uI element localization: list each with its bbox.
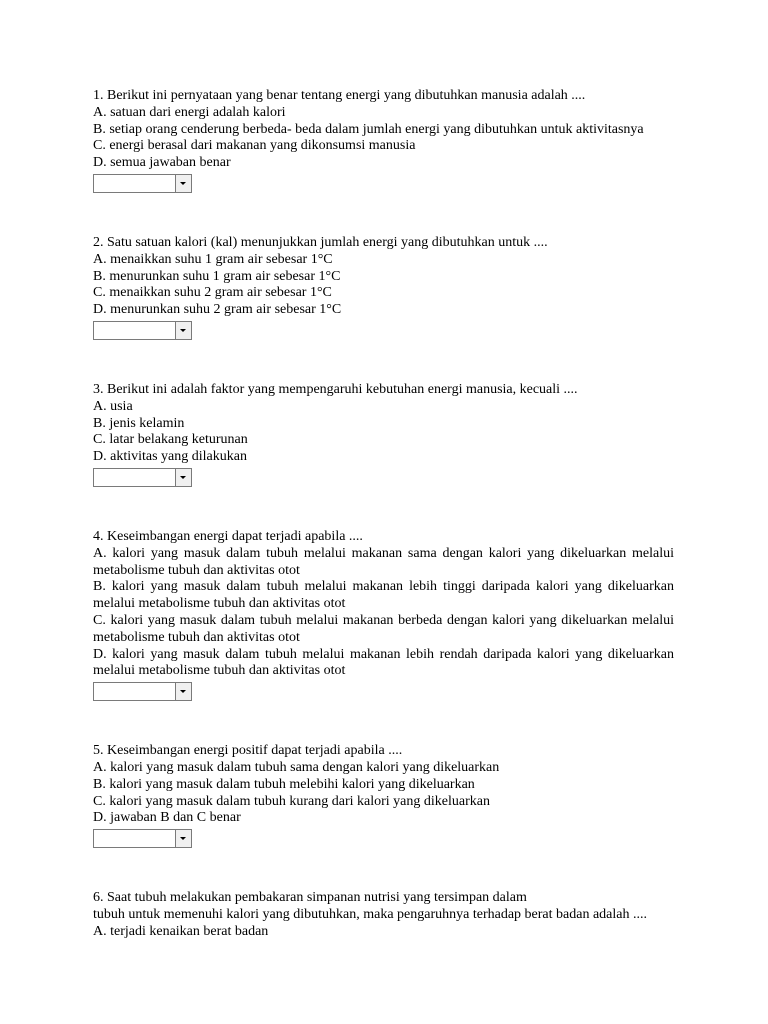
question-1 [93,88,674,193]
option-b: B. kalori yang masuk dalam tubuh melalui makanan lebih tinggi daripada kalori yang dikeluarkan melalui metabolisme tubuh dan aktivitas otot [93,579,674,612]
question-4 [93,529,674,701]
question-text: 1. Berikut ini pernyataan yang benar tentang energi yang dibutuhkan manusia adalah .... [93,88,586,103]
option-c: C. kalori yang masuk dalam tubuh kurang dari kalori yang dikeluarkan [93,793,490,809]
option-a: A. usia [93,398,133,414]
option-d: D. semua jawaban benar [93,155,231,171]
question-2 [93,235,674,340]
question-text: 2. Satu satuan kalori (kal) menunjukkan jumlah energi yang dibutuhkan untuk .... [93,234,548,250]
option-c: C. kalori yang masuk dalam tubuh melalui makanan berbeda dengan kalori yang dikeluarkan melalui metabolisme tubuh dan aktivitas otot [93,612,674,645]
question-5 [93,743,674,848]
answer-dropdown[interactable] [93,682,192,701]
chevron-down-icon[interactable] [175,175,191,192]
question-text: 6. Saat tubuh melakukan pembakaran simpanan nutrisi yang tersimpan dalam [93,890,527,906]
question-text: 4. Keseimbangan energi dapat terjadi apabila .... [93,528,363,544]
option-b: B. setiap orang cenderung berbeda- beda dalam jumlah energi yang dibutuhkan untuk aktivitasnya [93,121,644,137]
question-text: 3. Berikut ini adalah faktor yang mempengaruhi kebutuhan energi manusia, kecuali .... [93,381,578,397]
option-a: A. satuan dari energi adalah kalori [93,104,286,120]
option-d: D. jawaban B dan C benar [93,810,241,826]
option-a: A. kalori yang masuk dalam tubuh melalui makanan sama dengan kalori yang dikeluarkan melalui metabolisme tubuh dan aktivitas otot [93,545,674,578]
answer-dropdown[interactable] [93,829,192,848]
option-b: B. jenis kelamin [93,415,185,431]
question-text: 5. Keseimbangan energi positif dapat terjadi apabila .... [93,743,403,759]
spacer [93,848,674,890]
answer-dropdown[interactable] [93,174,192,193]
option-a: A. menaikkan suhu 1 gram air sebesar 1°C [93,251,333,267]
question-3 [93,382,674,487]
chevron-down-icon[interactable] [175,683,191,700]
option-c: C. menaikkan suhu 2 gram air sebesar 1°C [93,285,332,301]
chevron-down-icon[interactable] [175,322,191,339]
spacer [93,340,674,382]
option-d: D. kalori yang masuk dalam tubuh melalui makanan lebih rendah daripada kalori yang dikeluarkan melalui metabolisme tubuh dan aktivitas otot [93,646,674,679]
option-a: A. terjadi kenaikan berat badan [93,923,269,939]
option-a: A. kalori yang masuk dalam tubuh sama dengan kalori yang dikeluarkan [93,759,500,775]
answer-dropdown[interactable] [93,468,192,487]
option-c: C. latar belakang keturunan [93,432,248,448]
question-6 [93,890,674,940]
answer-dropdown[interactable] [93,321,192,340]
spacer [93,193,674,235]
option-c: C. energi berasal dari makanan yang dikonsumsi manusia [93,138,416,154]
question-text-continued: tubuh untuk memenuhi kalori yang dibutuhkan, maka pengaruhnya terhadap berat badan adalah .... [93,906,647,922]
spacer [93,487,674,529]
option-d: D. menurunkan suhu 2 gram air sebesar 1°C [93,302,342,318]
chevron-down-icon[interactable] [175,830,191,847]
spacer [93,701,674,743]
option-b: B. menurunkan suhu 1 gram air sebesar 1°C [93,268,341,284]
option-b: B. kalori yang masuk dalam tubuh melebihi kalori yang dikeluarkan [93,776,475,792]
chevron-down-icon[interactable] [175,469,191,486]
quiz-page [93,88,674,941]
option-d: D. aktivitas yang dilakukan [93,449,247,465]
